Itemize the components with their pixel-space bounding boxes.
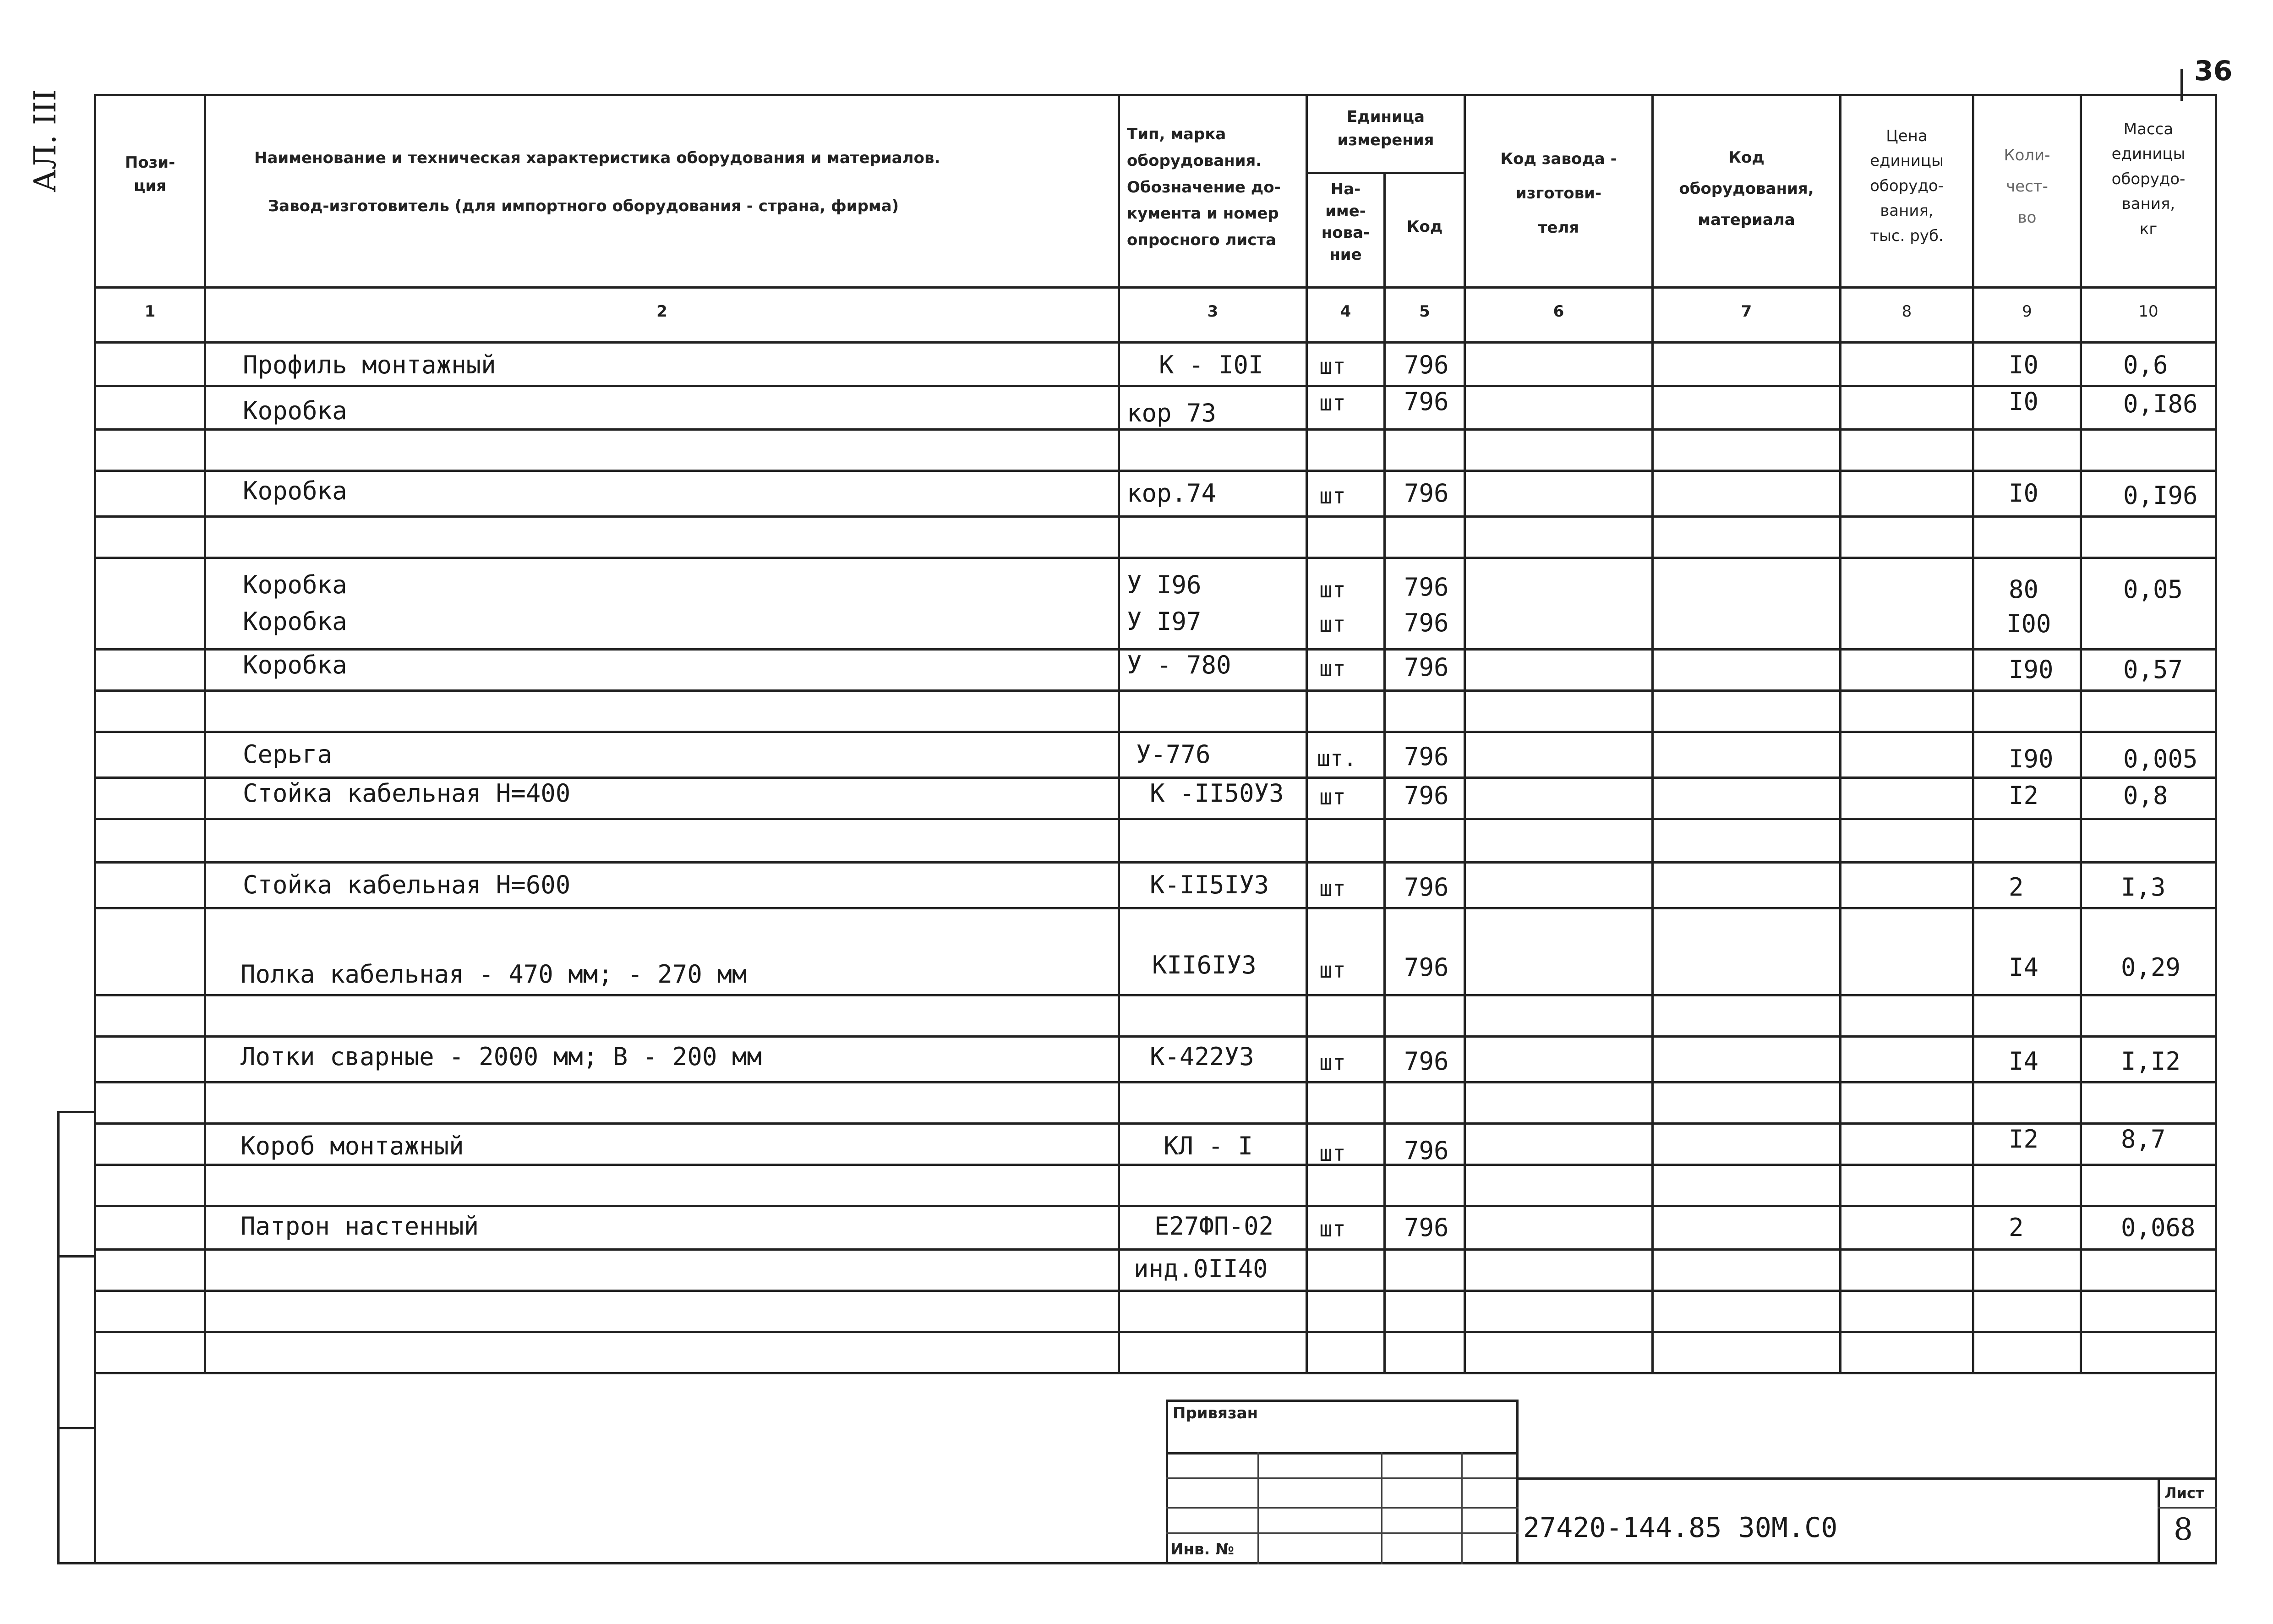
stamp-line — [1166, 1400, 1168, 1564]
row-unit: шт — [1319, 876, 1346, 902]
row-unit-code: 796 — [1404, 1047, 1449, 1076]
col-line-4 — [1383, 172, 1386, 1374]
row-type: КЛ - I — [1164, 1132, 1253, 1160]
row-line — [94, 428, 2217, 431]
row-name: Серьга — [243, 740, 333, 769]
row-line — [94, 557, 2217, 559]
row-quantity: I0 — [2009, 350, 2039, 379]
colnum-8: 8 — [1901, 302, 1912, 321]
row-type: кор.74 — [1127, 479, 1217, 508]
row-line — [94, 907, 2217, 909]
row-line — [94, 818, 2217, 820]
stamp-line — [1166, 1477, 1519, 1479]
row-unit: шт — [1319, 957, 1346, 983]
colnum-10: 10 — [2138, 302, 2158, 321]
row-name: Лотки сварные - 2000 мм; В - 200 мм — [240, 1042, 762, 1071]
row-unit-code: 796 — [1404, 479, 1449, 508]
side-label: АЛ. III — [27, 89, 63, 192]
header-equipment-code: Код оборудования, материала — [1679, 148, 1814, 229]
row-name: Коробка — [243, 570, 347, 599]
row-name: Стойка кабельная Н=600 — [243, 870, 571, 899]
row-mass: 0,6 — [2123, 350, 2168, 379]
row-unit-code: 796 — [1404, 873, 1449, 902]
row-line — [94, 1331, 2217, 1333]
header-bottom-line — [94, 286, 2217, 289]
row-line — [94, 731, 2217, 733]
colnum-4: 4 — [1340, 302, 1351, 321]
stamp-line — [1257, 1452, 1259, 1564]
row-type: К -II50УЗ — [1150, 779, 1284, 808]
row-quantity: I2 — [2009, 1125, 2039, 1154]
stamp-sheet-label: Лист — [2164, 1484, 2204, 1502]
row-unit: шт — [1319, 577, 1346, 603]
row-name: Стойка кабельная Н=400 — [243, 779, 571, 808]
stamp-doc-code: 27420-144.85 30М.С0 — [1523, 1512, 1838, 1544]
row-line — [94, 861, 2217, 864]
row-unit: шт — [1319, 1050, 1346, 1076]
header-unit-name: На- име- нова- ние — [1321, 180, 1370, 264]
colnum-1: 1 — [144, 302, 156, 321]
row-mass: 0,8 — [2123, 781, 2168, 810]
stamp-line — [1166, 1532, 1519, 1534]
row-line — [94, 1164, 2217, 1166]
row-mass: 0,068 — [2121, 1213, 2196, 1242]
colnum-6: 6 — [1553, 302, 1564, 321]
row-unit: шт — [1319, 1216, 1346, 1242]
binding-line — [57, 1427, 96, 1429]
row-unit-code: 796 — [1404, 387, 1449, 416]
row-line — [94, 1372, 2217, 1374]
row-quantity: I4 — [2009, 953, 2039, 982]
row-unit-code: 796 — [1404, 1136, 1449, 1165]
row-type: К - I0I — [1159, 350, 1263, 379]
row-unit-code: 796 — [1404, 608, 1449, 637]
row-unit: шт — [1319, 656, 1346, 682]
row-quantity: 2 — [2009, 873, 2024, 902]
header-name-line2: Завод-изготовитель (для импортного оборудования - страна, фирма) — [268, 197, 899, 215]
stamp-line — [1516, 1477, 2217, 1480]
row-unit-code: 796 — [1404, 781, 1449, 810]
row-unit-code: 796 — [1404, 953, 1449, 982]
row-mass: 0,I86 — [2123, 389, 2198, 418]
row-unit: шт — [1319, 612, 1346, 637]
stamp-line — [1461, 1452, 1463, 1564]
row-quantity: I0 — [2009, 387, 2039, 416]
row-line — [94, 515, 2217, 518]
row-line — [94, 1205, 2217, 1207]
row-quantity: I2 — [2009, 781, 2039, 810]
binding-strip — [57, 1111, 60, 1564]
stamp-line — [2158, 1477, 2160, 1564]
row-name: Профиль монтажный — [243, 350, 496, 379]
row-quantity: I90 — [2009, 744, 2054, 773]
row-quantity: I4 — [2009, 1047, 2039, 1076]
row-unit: шт — [1319, 1141, 1346, 1166]
row-name: Полка кабельная - 470 мм; - 270 мм — [240, 960, 747, 989]
frame-right — [2215, 94, 2217, 1564]
stamp-line — [1166, 1400, 1519, 1402]
header-unit-group: Единица измерения — [1337, 108, 1434, 149]
row-line — [94, 1122, 2217, 1125]
row-type: кор 73 — [1127, 399, 1217, 427]
stamp-linked-label: Привязан — [1173, 1404, 1258, 1422]
frame-top — [94, 94, 2217, 96]
row-mass: 0,57 — [2123, 655, 2183, 684]
stamp-line — [1381, 1452, 1382, 1564]
row-type: инд.0II40 — [1134, 1254, 1268, 1283]
header-mass: Масса единицы оборудо- вания, кг — [2111, 120, 2186, 238]
colnum-2: 2 — [656, 302, 667, 321]
row-unit-code: 796 — [1404, 653, 1449, 682]
row-name: Коробка — [243, 607, 347, 636]
row-unit: шт. — [1317, 746, 1357, 771]
row-type: У-776 — [1136, 740, 1211, 769]
row-mass: I,I2 — [2121, 1047, 2181, 1076]
row-name: Патрон настенный — [240, 1212, 479, 1241]
header-unit-code: Код — [1406, 218, 1443, 236]
unit-subheader-line — [1306, 172, 1464, 174]
row-mass: 0,I96 — [2123, 481, 2198, 510]
row-line — [94, 385, 2217, 387]
colnum-bottom-line — [94, 341, 2217, 344]
row-mass: I,3 — [2121, 873, 2166, 902]
stamp-sheet-number: 8 — [2174, 1512, 2193, 1547]
row-quantity: I90 — [2009, 655, 2054, 684]
header-type: Тип, марка оборудования. Обозначение до- кумента и номер опросного листа — [1127, 125, 1281, 250]
row-unit: шт — [1319, 483, 1346, 509]
colnum-5: 5 — [1419, 302, 1430, 321]
row-type: У I97 — [1127, 607, 1202, 636]
row-line — [94, 1290, 2217, 1292]
row-line — [94, 470, 2217, 472]
row-quantity: I00 — [2006, 609, 2051, 638]
row-type: К-422УЗ — [1150, 1042, 1254, 1071]
row-unit: шт — [1319, 390, 1346, 416]
row-unit-code: 796 — [1404, 350, 1449, 379]
colnum-7: 7 — [1741, 302, 1752, 321]
header-position: Пози- ция — [125, 153, 175, 195]
row-mass: 0,05 — [2123, 575, 2183, 604]
row-line — [94, 994, 2217, 996]
row-unit-code: 796 — [1404, 742, 1449, 771]
row-name: Коробка — [243, 651, 347, 679]
row-line — [94, 1248, 2217, 1251]
row-type: У - 780 — [1127, 651, 1231, 679]
row-type: У I96 — [1127, 570, 1202, 599]
page-number: 36 — [2194, 55, 2233, 87]
row-line — [94, 689, 2217, 692]
row-mass: 8,7 — [2121, 1125, 2166, 1154]
colnum-3: 3 — [1207, 302, 1218, 321]
colnum-9: 9 — [2022, 302, 2032, 321]
stamp-line — [2158, 1507, 2217, 1509]
binding-line — [57, 1255, 96, 1258]
row-unit-code: 796 — [1404, 573, 1449, 601]
row-type: К-II5IУЗ — [1150, 870, 1269, 899]
row-unit-code: 796 — [1404, 1213, 1449, 1242]
header-factory-code: Код завода - изготови- теля — [1500, 150, 1617, 237]
header-quantity: Коли- чест- во — [2004, 146, 2050, 227]
header-price: Цена единицы оборудо- вания, тыс. руб. — [1870, 127, 1944, 245]
row-mass: 0,29 — [2121, 953, 2181, 982]
row-mass: 0,005 — [2123, 744, 2198, 773]
row-quantity: 80 — [2009, 575, 2039, 604]
row-type: КII6IУЗ — [1152, 951, 1257, 979]
row-quantity: 2 — [2009, 1213, 2024, 1242]
row-line — [94, 1081, 2217, 1083]
row-name: Коробка — [243, 476, 347, 505]
frame-bottom — [57, 1562, 2217, 1564]
stamp-inv-label: Инв. № — [1170, 1540, 1235, 1558]
binding-line — [57, 1111, 96, 1113]
row-unit: шт — [1319, 784, 1346, 810]
stamp-line — [1166, 1452, 1519, 1454]
row-name: Коробка — [243, 396, 347, 425]
row-quantity: I0 — [2009, 479, 2039, 508]
stamp-line — [1516, 1400, 1519, 1564]
stamp-line — [1166, 1507, 1519, 1509]
row-name: Короб монтажный — [240, 1132, 464, 1160]
row-type: Е27ФП-02 — [1154, 1212, 1274, 1241]
row-line — [94, 1035, 2217, 1038]
header-name-line1: Наименование и техническая характеристика оборудования и материалов. — [254, 149, 940, 167]
row-unit: шт — [1319, 354, 1346, 379]
